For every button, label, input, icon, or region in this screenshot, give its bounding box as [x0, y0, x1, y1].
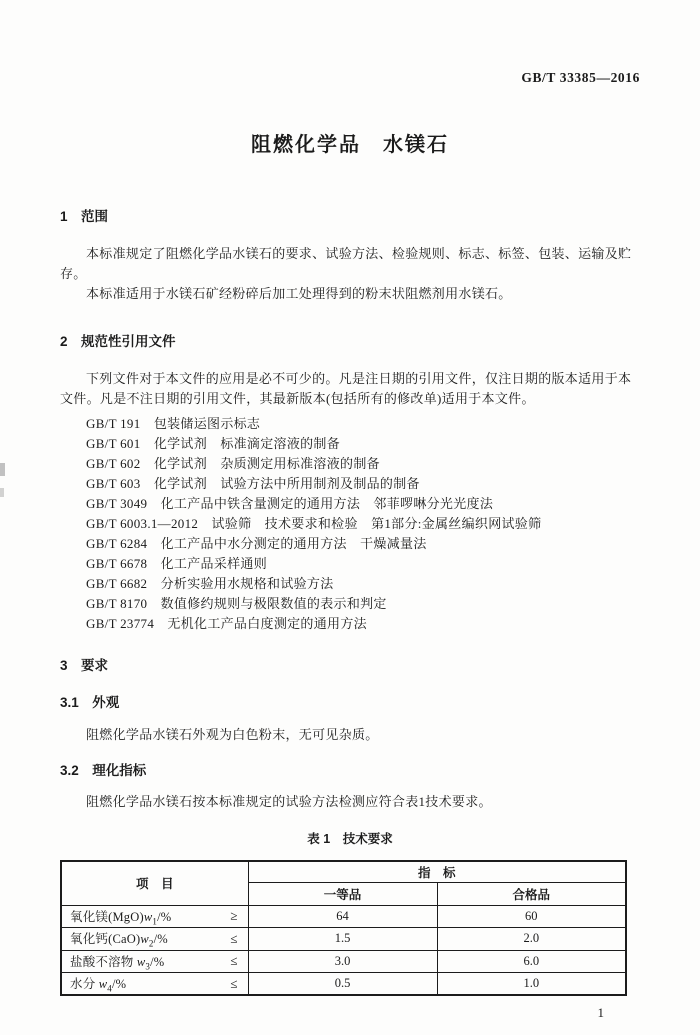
item-label: 氧化钙$(CaO)w_2/\%$ — [70, 932, 168, 949]
relation-symbol: ≤ — [230, 975, 238, 991]
relation-symbol: ≥ — [230, 908, 238, 924]
technical-requirements-table — [60, 860, 627, 996]
table-row — [61, 973, 626, 996]
references-list — [60, 414, 640, 634]
references-intro: 下列文件对于本文件的应用是必不可少的。凡是注日期的引用文件，仅注日期的版本适用于本文件。凡是不注日期的引用文件，其最新版本(包括所有的修改单)适用于本文件。 — [60, 371, 632, 406]
first-grade-value: 1.5 — [248, 928, 437, 951]
item-label: 水分 $w_4/\%$ — [70, 976, 127, 994]
relation-symbol: ≤ — [230, 930, 238, 946]
column-header-item: 项 目 — [61, 861, 248, 905]
column-header-first-grade: 一等品 — [248, 882, 437, 905]
subsection-heading-physchem: 3.2 理化指标 — [60, 763, 147, 778]
table-row — [61, 905, 626, 928]
qualified-value: 1.0 — [437, 973, 626, 996]
scan-artifact — [0, 488, 4, 497]
reference-item: GB/T 6678 化工产品采样通则 — [86, 556, 268, 571]
reference-item: GB/T 3049 化工产品中铁含量测定的通用方法 邻菲啰啉分光光度法 — [86, 496, 494, 511]
document-title: 阻燃化学品 水镁石 — [251, 134, 449, 156]
first-grade-value: 64 — [248, 905, 437, 928]
reference-item: GB/T 23774 无机化工产品白度测定的通用方法 — [86, 616, 367, 631]
section-heading-scope: 1 范围 — [60, 209, 109, 224]
column-header-index: 指 标 — [248, 861, 626, 882]
reference-item: GB/T 601 化学试剂 标准滴定溶液的制备 — [86, 436, 341, 451]
standard-number-header: GB/T 33385—2016 — [521, 70, 640, 85]
item-label: 氧化镁$(MgO)w_1/\%$ — [70, 909, 172, 926]
qualified-value: 2.0 — [437, 928, 626, 951]
reference-item: GB/T 603 化学试剂 试验方法中所用制剂及制品的制备 — [86, 476, 420, 491]
scope-paragraph-1: 本标准规定了阻燃化学品水镁石的要求、试验方法、检验规则、标志、标签、包装、运输及贮存。 — [60, 246, 632, 281]
scope-paragraph-2: 本标准适用于水镁石矿经粉碎后加工处理得到的粉末状阻燃剂用水镁石。 — [86, 286, 512, 301]
reference-item: GB/T 6682 分析实验用水规格和试验方法 — [86, 576, 334, 591]
relation-symbol: ≤ — [230, 953, 238, 969]
reference-item: GB/T 6284 化工产品中水分测定的通用方法 干燥减量法 — [86, 536, 427, 551]
table-row — [61, 950, 626, 973]
first-grade-value: 3.0 — [248, 950, 437, 973]
scan-artifact — [0, 463, 5, 476]
reference-item: GB/T 6003.1—2012 试验筛 技术要求和检验 第1部分:金属丝编织网试验筛 — [86, 516, 542, 531]
appearance-paragraph: 阻燃化学品水镁石外观为白色粉末，无可见杂质。 — [86, 727, 379, 742]
reference-item: GB/T 8170 数值修约规则与极限数值的表示和判定 — [86, 596, 387, 611]
table-row — [61, 928, 626, 951]
table-caption: 表 1 技术要求 — [307, 832, 393, 846]
reference-item: GB/T 602 化学试剂 杂质测定用标准溶液的制备 — [86, 456, 380, 471]
reference-item: GB/T 191 包装储运图示标志 — [86, 416, 261, 431]
section-heading-requirements: 3 要求 — [60, 658, 109, 673]
item-label: 盐酸不溶物 $w_3/\%$ — [70, 954, 165, 971]
section-heading-references: 2 规范性引用文件 — [60, 334, 176, 349]
first-grade-value: 0.5 — [248, 973, 437, 996]
column-header-qualified: 合格品 — [437, 882, 626, 905]
qualified-value: 60 — [437, 905, 626, 928]
qualified-value: 6.0 — [437, 950, 626, 973]
page-number: 1 — [597, 1005, 604, 1020]
physchem-paragraph: 阻燃化学品水镁石按本标准规定的试验方法检测应符合表1技术要求。 — [86, 794, 492, 809]
subsection-heading-appearance: 3.1 外观 — [60, 695, 120, 710]
